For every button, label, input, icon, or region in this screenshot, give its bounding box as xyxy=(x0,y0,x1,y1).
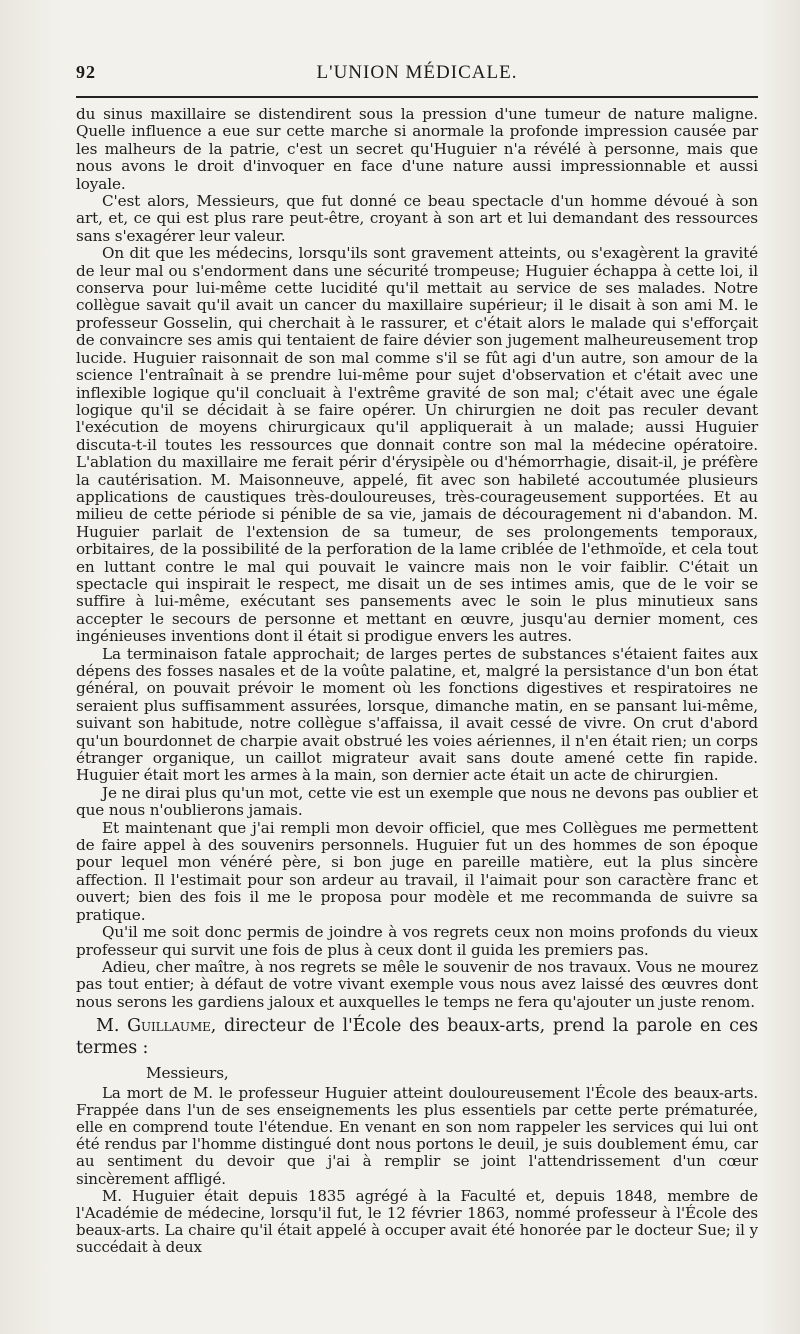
paragraph: On dit que les médecins, lorsqu'ils sont gravement atteints, ou s'exagèrent la gravité de leur mal ou s'endorment dans une sécurité trompeuse; Huguier échappa à cette loi, il conserva pour lui-même cette lucidité qu'il mettait au service de ses malades. Notre collègue savait qu'il avait un cancer du maxillaire supérieur; il le disait à son ami M. le professeur Gosselin, qui cherchait à le rassurer, et c'était alors le malade qui s'efforçait de convaincre ses amis qui tentaient de faire dévier son jugement malheureusement trop lucide. Huguier raisonnait de son mal comme s'il se fût agi d'un autre, son amour de la science l'entraînait à se prendre lui-même pour sujet d'observation et c'était avec une inflexible logique qu'il concluait à l'extrême gravité de son mal; c'était avec une égale logique qu'il se décidait à se faire opérer. Un chirurgien ne doit pas reculer devant l'exécution de moyens chirurgicaux qu'il appliquerait à un malade; aussi Huguier discuta-t-il toutes les ressources que donnait contre son mal la médecine opératoire. L'ablation du maxillaire me ferait périr d'érysipèle ou d'hémorrhagie, disait-il, je préfère la cautérisation. M. Maisonneuve, appelé, fit avec son habileté accoutumée plusieurs applications de caustiques très-douloureuses, très-courageusement supportées. Et au milieu de cette période si pénible de sa vie, jamais de découragement ni d'abandon. M. Huguier parlait de l'extension de sa tumeur, de ses prolongements temporaux, orbitaires, de la possibilité de la perforation de la lame criblée de l'ethmoïde, et cela tout en luttant contre le mal qui pouvait le vaincre mais non le voir faiblir. C'était un spectacle qui inspirait le respect, me disait un de ses intimes amis, que de le voir se suffire à lui-même, exécutant ses pansements avec le soin le plus minutieux sans accepter le secours de personne et mettant en œuvre, jusqu'au dernier moment, ces ingénieuses inventions dont il était si prodigue envers les autres. xyxy=(76,244,758,646)
journal-title: L'UNION MÉDICALE. xyxy=(316,62,518,83)
speaker-introduction xyxy=(76,1015,758,1059)
paragraph: Et maintenant que j'ai rempli mon devoir officiel, que mes Collègues me permettent de faire appel à des souvenirs personnels. Huguier fut un des hommes de son époque pour lequel mon vénéré père, si bon juge en pareille matière, eut la plus sincère affection. Il l'estimait pour son ardeur au travail, il l'aimait pour son caractère franc et ouvert; bien des fois il me le proposa pour modèle et me recommanda de suivre sa pratique. xyxy=(76,818,758,924)
paragraph: du sinus maxillaire se distendirent sous la pression d'une tumeur de nature maligne. Quelle influence a eue sur cette marche si anormale la profonde impression causée par les malheurs de la patrie, c'est un secret qu'Huguier n'a révélé à personne, mais que nous avons le droit d'invoquer en face d'une nature aussi impressionnable et aussi loyale. xyxy=(76,105,758,193)
article-body xyxy=(76,106,758,1257)
page-number: 92 xyxy=(76,62,96,82)
speech-paragraph: La mort de M. le professeur Huguier atteint douloureusement l'École des beaux-arts. Frappée dans l'un de ses enseignements les plus essentiels par cette perte prématurée, elle en comprend toute l'étendue. En venant en son nom rappeler les services qui lui ont été rendus par l'homme distingué dont nous portons le deuil, je suis doublement ému, car au sentiment du devoir que j'ai à remplir se joint l'attendrissement d'un cœur sincèrement affligé. xyxy=(76,1083,758,1188)
paragraph: Je ne dirai plus qu'un mot, cette vie est un exemple que nous ne devons pas oublier et que nous n'oublierons jamais. xyxy=(76,783,758,820)
header-rule xyxy=(76,96,758,98)
speech-paragraph: M. Huguier était depuis 1835 agrégé à la Faculté et, depuis 1848, membre de l'Académie de médecine, lorsqu'il fut, le 12 février 1863, nommé professeur à l'École des beaux-arts. La chaire qu'il était appelé à occuper avait été honorée par le docteur Sue; il y succédait à deux xyxy=(76,1186,758,1257)
running-header xyxy=(76,62,758,88)
speaker-role: , directeur de l'École des beaux-arts, prend la parole en ces termes : xyxy=(76,1016,758,1059)
salutation: Messieurs, xyxy=(146,1064,229,1083)
paragraph: Adieu, cher maître, à nos regrets se mêle le souvenir de nos travaux. Vous ne mourez pas tout entier; à défaut de votre vivant exemple vous nous avez laissé des œuvres dont nous serons les gardiens jaloux et auxquelles le temps ne fera qu'ajouter un juste renom. xyxy=(76,957,758,1011)
speaker-prefix: M. xyxy=(96,1016,128,1037)
paragraph: C'est alors, Messieurs, que fut donné ce beau spectacle d'un homme dévoué à son art, et, ce qui est plus rare peut-être, croyant à son art et lui demandant des ressources sans s'exagérer leur valeur. xyxy=(76,192,758,245)
paragraph: Qu'il me soit donc permis de joindre à vos regrets ceux non moins profonds du vieux professeur qui survit une fois de plus à ceux dont il guida les premiers pas. xyxy=(76,923,758,959)
paragraph: La terminaison fatale approchait; de larges pertes de substances s'étaient faites aux dépens des fosses nasales et de la voûte palatine, et, malgré la persistance d'un bon état général, on pouvait prévoir le moment où les fonctions digestives et respiratoires ne seraient plus suffisamment assurées, lorsque, dimanche matin, en se pansant lui-même, suivant son habitude, notre collègue s'affaissa, il avait cessé de vivre. On crut d'abord qu'un bourdonnet de charpie avait obstrué les voies aériennes, il n'en était rien; un corps étranger organique, un caillot migrateur avait sans doute amené cette fin rapide. Huguier était mort les armes à la main, son dernier acte était un acte de chirurgien. xyxy=(76,644,758,785)
speaker-name: Guillaume xyxy=(127,1016,211,1037)
